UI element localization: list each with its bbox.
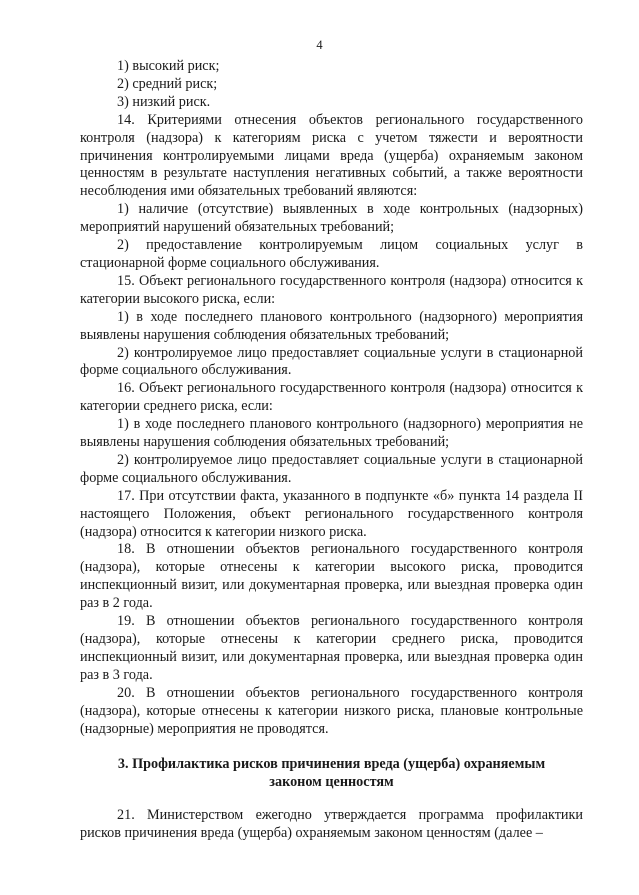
- paragraph: 2) предоставление контролируемым лицом социальных услуг в стационарной форме социального обслуживания.: [80, 237, 583, 271]
- paragraph: 1) в ходе последнего планового контрольного (надзорного) мероприятия не выявлены нарушения соблюдения обязательных требований;: [80, 416, 583, 451]
- paragraph: 20. В отношении объектов регионального государственного контроля (надзора), которые отнесены к категории низкого риска, плановые контрольные (надзорные) мероприятия не проводятся.: [80, 684, 583, 737]
- page-number: 4: [316, 38, 323, 52]
- document-body: [80, 58, 583, 843]
- paragraph: 2) контролируемое лицо предоставляет социальные услуги в стационарной форме социального обслуживания.: [80, 344, 583, 379]
- section-heading: 3. Профилактика рисков причинения вреда (ущерба) охраняемым законом ценностям: [117, 756, 546, 791]
- paragraph: 19. В отношении объектов регионального государственного контроля (надзора), которые отнесены к категории среднего риска, проводится инспекционный визит, или документарная проверка, или выездная проверка один раз в 3 года.: [80, 613, 583, 683]
- paragraph: 21. Министерством ежегодно утверждается программа профилактики рисков причинения вреда (ущерба) охраняемым законом ценностям (далее –: [80, 807, 583, 842]
- paragraph: 1) наличие (отсутствие) выявленных в ходе контрольных (надзорных) мероприятий нарушений обязательных требований;: [80, 201, 583, 236]
- paragraph: 3) низкий риск.: [117, 93, 211, 110]
- paragraph: 2) контролируемое лицо предоставляет социальные услуги в стационарной форме социального обслуживания.: [80, 451, 583, 486]
- paragraph: 2) средний риск;: [117, 75, 218, 92]
- paragraph: 14. Критериями отнесения объектов регионального государственного контроля (надзора) к категориям риска с учетом тяжести и вероятности причинения контролируемыми лицами вреда (ущерба) охраняемым законом ценностям в результате наступления негативных событий, а также вероятности несоблюдения ими обязательных требований являются:: [80, 111, 583, 200]
- paragraph: 1) в ходе последнего планового контрольного (надзорного) мероприятия выявлены нарушения соблюдения обязательных требований;: [80, 308, 583, 343]
- paragraph: 1) высокий риск;: [117, 58, 220, 74]
- paragraph: 15. Объект регионального государственного контроля (надзора) относится к категории высокого риска, если:: [80, 272, 583, 307]
- paragraph: 16. Объект регионального государственного контроля (надзора) относится к категории среднего риска, если:: [80, 380, 583, 415]
- paragraph: 18. В отношении объектов регионального государственного контроля (надзора), которые отнесены к категории высокого риска, проводится инспекционный визит, или документарная проверка, или выездная проверка один раз в 2 года.: [80, 541, 583, 612]
- paragraph: 17. При отсутствии факта, указанного в подпункте «б» пункта 14 раздела II настоящего Положения, объект регионального государственного контроля (надзора) относится к категории низкого риска.: [80, 487, 583, 540]
